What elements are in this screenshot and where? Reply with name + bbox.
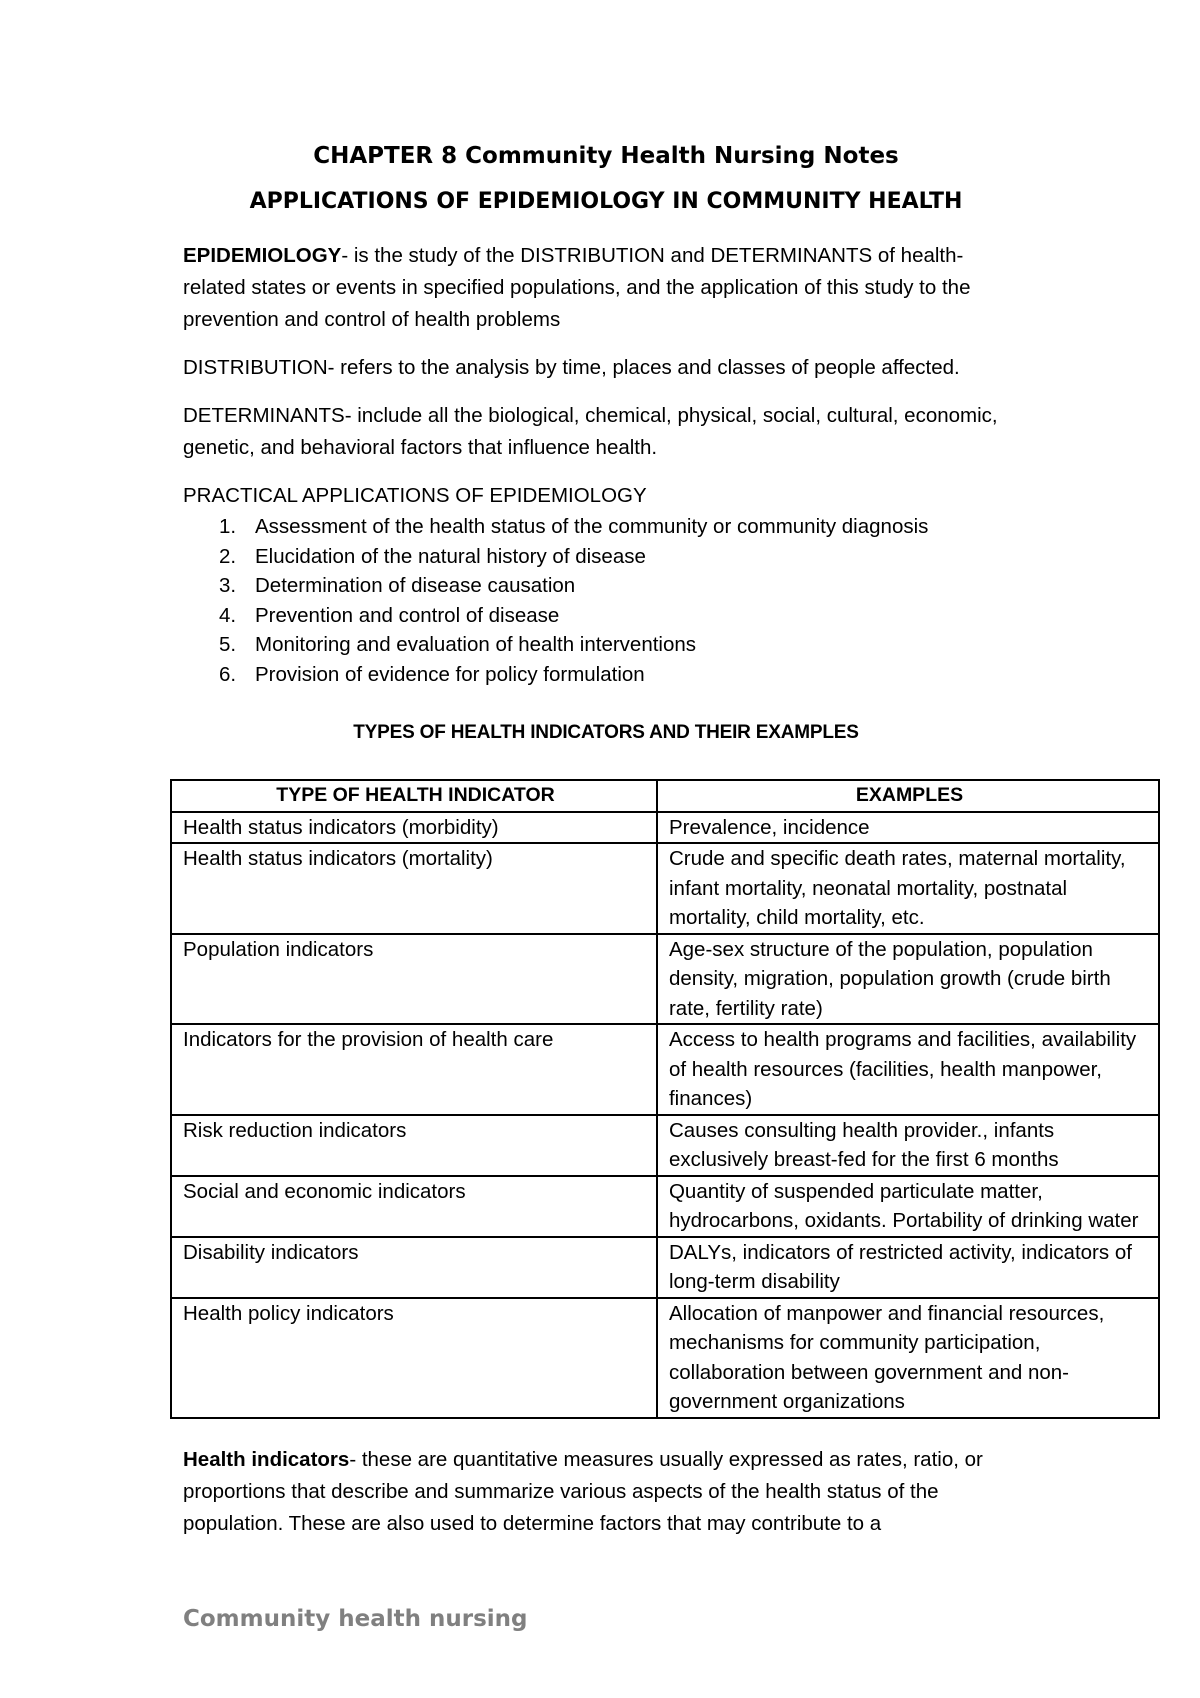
indicator-type-cell: Population indicators: [171, 934, 657, 1025]
health-indicators-definition: [183, 1444, 1023, 1540]
indicator-type-cell: Disability indicators: [171, 1237, 657, 1298]
list-item-number: 6.: [219, 662, 237, 686]
list-item: [183, 542, 928, 572]
indicator-type-cell: Social and economic indicators: [171, 1176, 657, 1237]
list-item-text: Provision of evidence for policy formulation: [255, 662, 645, 686]
epidemiology-term: EPIDEMIOLOGY: [183, 244, 342, 267]
applications-list: [183, 512, 928, 689]
table-row: [171, 1115, 1159, 1176]
list-item-number: 3.: [219, 574, 237, 597]
indicator-type-cell: Health status indicators (morbidity): [171, 812, 657, 844]
list-item-number: 4.: [219, 603, 237, 627]
table-row: [171, 1176, 1159, 1237]
indicator-examples-cell: Age-sex structure of the population, population density, migration, population growth (crude birth rate, fertility rate): [657, 934, 1159, 1025]
indicator-type-cell: Indicators for the provision of health care: [171, 1024, 657, 1115]
list-item-number: 5.: [219, 633, 237, 656]
health-indicators-text: - these are quantitative measures usually expressed as rates, ratio, or proportions that describe and summarize various aspects of the health status of the population. These are also used to determine factors that may contribute to a: [183, 1448, 983, 1535]
indicator-examples-cell: Crude and specific death rates, maternal mortality, infant mortality, neonatal mortality, postnatal mortality, child mortality, etc.: [657, 843, 1159, 934]
table-row: [171, 843, 1159, 934]
table-row: [171, 1237, 1159, 1298]
indicator-type-cell: Risk reduction indicators: [171, 1115, 657, 1176]
list-item: [183, 571, 928, 601]
indicators-table-body: [171, 812, 1159, 1418]
table-row: [171, 934, 1159, 1025]
list-item-text: Assessment of the health status of the community or community diagnosis: [255, 515, 929, 538]
distribution-definition: DISTRIBUTION- refers to the analysis by time, places and classes of people affected.: [183, 356, 960, 379]
indicator-examples-cell: Allocation of manpower and financial resources, mechanisms for community participation, collaboration between government and non-government organizations: [657, 1298, 1159, 1418]
indicator-examples-cell: Prevalence, incidence: [657, 812, 1159, 844]
column-header-examples: EXAMPLES: [657, 780, 1159, 812]
table-row: [171, 812, 1159, 844]
page-subtitle: APPLICATIONS OF EPIDEMIOLOGY IN COMMUNITY HEALTH: [249, 189, 963, 214]
indicator-examples-cell: Access to health programs and facilities, availability of health resources (facilities, health manpower, finances): [657, 1024, 1159, 1115]
epidemiology-text: - is the study of the DISTRIBUTION and DETERMINANTS of health-related states or events in specified populations, and the application of this study to the prevention and control of health problems: [183, 244, 971, 331]
list-item: [183, 601, 928, 631]
list-item-text: Prevention and control of disease: [255, 603, 560, 627]
indicator-examples-cell: Causes consulting health provider., infants exclusively breast-fed for the first 6 months: [657, 1115, 1159, 1176]
health-indicators-term: Health indicators: [183, 1448, 350, 1471]
list-item-number: 1.: [219, 515, 237, 538]
column-header-type: TYPE OF HEALTH INDICATOR: [171, 780, 657, 812]
indicator-examples-cell: DALYs, indicators of restricted activity, indicators of long-term disability: [657, 1237, 1159, 1298]
indicators-heading: TYPES OF HEALTH INDICATORS AND THEIR EXAMPLES: [353, 722, 859, 743]
table-row: [171, 1298, 1159, 1418]
page-footer: Community health nursing: [183, 1606, 528, 1632]
epidemiology-definition: [183, 240, 1023, 336]
table-row: [171, 1024, 1159, 1115]
page-title: CHAPTER 8 Community Health Nursing Notes: [313, 143, 899, 169]
list-item: [183, 512, 928, 542]
list-item-text: Elucidation of the natural history of disease: [255, 544, 646, 568]
indicators-table: [170, 779, 1160, 1419]
indicator-type-cell: Health policy indicators: [171, 1298, 657, 1418]
applications-heading: PRACTICAL APPLICATIONS OF EPIDEMIOLOGY: [183, 484, 647, 507]
list-item: [183, 630, 928, 660]
list-item-text: Determination of disease causation: [255, 574, 576, 597]
list-item-number: 2.: [219, 544, 237, 568]
indicator-type-cell: Health status indicators (mortality): [171, 843, 657, 934]
list-item: [183, 660, 928, 690]
table-header-row: [171, 780, 1159, 812]
determinants-definition: DETERMINANTS- include all the biological, chemical, physical, social, cultural, economic, genetic, and behavioral factors that influence health.: [183, 404, 998, 459]
list-item-text: Monitoring and evaluation of health interventions: [255, 633, 697, 656]
indicator-examples-cell: Quantity of suspended particulate matter, hydrocarbons, oxidants. Portability of drinking water: [657, 1176, 1159, 1237]
